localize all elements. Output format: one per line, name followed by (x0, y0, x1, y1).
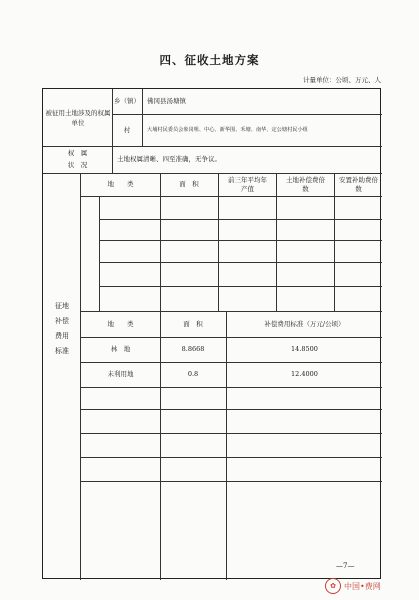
seal-icon: ✿ (325, 578, 341, 594)
t1-header-area: 面 积 (179, 180, 199, 188)
page-title: 四、征收土地方案 (159, 53, 260, 67)
row1-area: 8.8668 (181, 345, 205, 353)
t1-header-type: 地 类 (107, 180, 134, 188)
row-divider (80, 433, 382, 434)
land-acquisition-table (42, 88, 385, 579)
t2-header-area: 面 积 (183, 319, 203, 328)
col-divider (142, 89, 143, 146)
owner-section-label: 被征用土地涉及的权属单位 (45, 108, 111, 127)
ownership-status-label-2: 状 况 (67, 161, 88, 169)
village-value: 大埔村民委员会象岗咀、中心、新华围、禾塘、南华、定公塘村民小组 (147, 126, 308, 133)
t1-header-resettle: 安置补助费倍 数 (339, 175, 385, 193)
row-divider (80, 409, 382, 410)
row-divider (80, 457, 382, 458)
township-label: 乡（镇） (114, 97, 140, 105)
ownership-status-value: 土地权属清晰、四至准确，无争议。 (117, 155, 221, 163)
row1-standard: 14.8500 (291, 345, 318, 353)
watermark-text: 中国•费网 (344, 581, 381, 591)
t2-header-standard: 补偿费用标准（万元/公顷） (264, 319, 345, 328)
township-value: 佛冈县汤塘镇 (147, 97, 186, 105)
row-divider (99, 286, 382, 287)
unit-label: 计量单位：公顷、万元、人 (303, 76, 381, 84)
row2-standard: 12.4000 (291, 370, 318, 378)
row-divider (80, 387, 382, 388)
row2-type: 未利用地 (107, 370, 134, 378)
row-divider (99, 240, 382, 241)
page-number: —7— (336, 562, 355, 570)
t1-header-avg-output: 前三年平均年产值 (228, 175, 267, 193)
row1-type: 林 地 (110, 345, 131, 353)
watermark-stamp (325, 575, 419, 597)
village-label: 村 (123, 125, 131, 134)
row-divider (99, 262, 382, 263)
t2-header-type: 地 类 (107, 319, 134, 328)
row-divider (80, 196, 382, 197)
row2-area: 0.8 (187, 370, 199, 378)
compensation-side-label: 征地补偿费用标准 (55, 302, 69, 355)
row-divider (80, 481, 382, 482)
col-divider (99, 196, 100, 311)
row-divider (99, 219, 382, 220)
t1-header-land-comp: 土地补偿费倍 数 (286, 175, 332, 193)
ownership-status-label-1: 权 属 (67, 149, 88, 157)
